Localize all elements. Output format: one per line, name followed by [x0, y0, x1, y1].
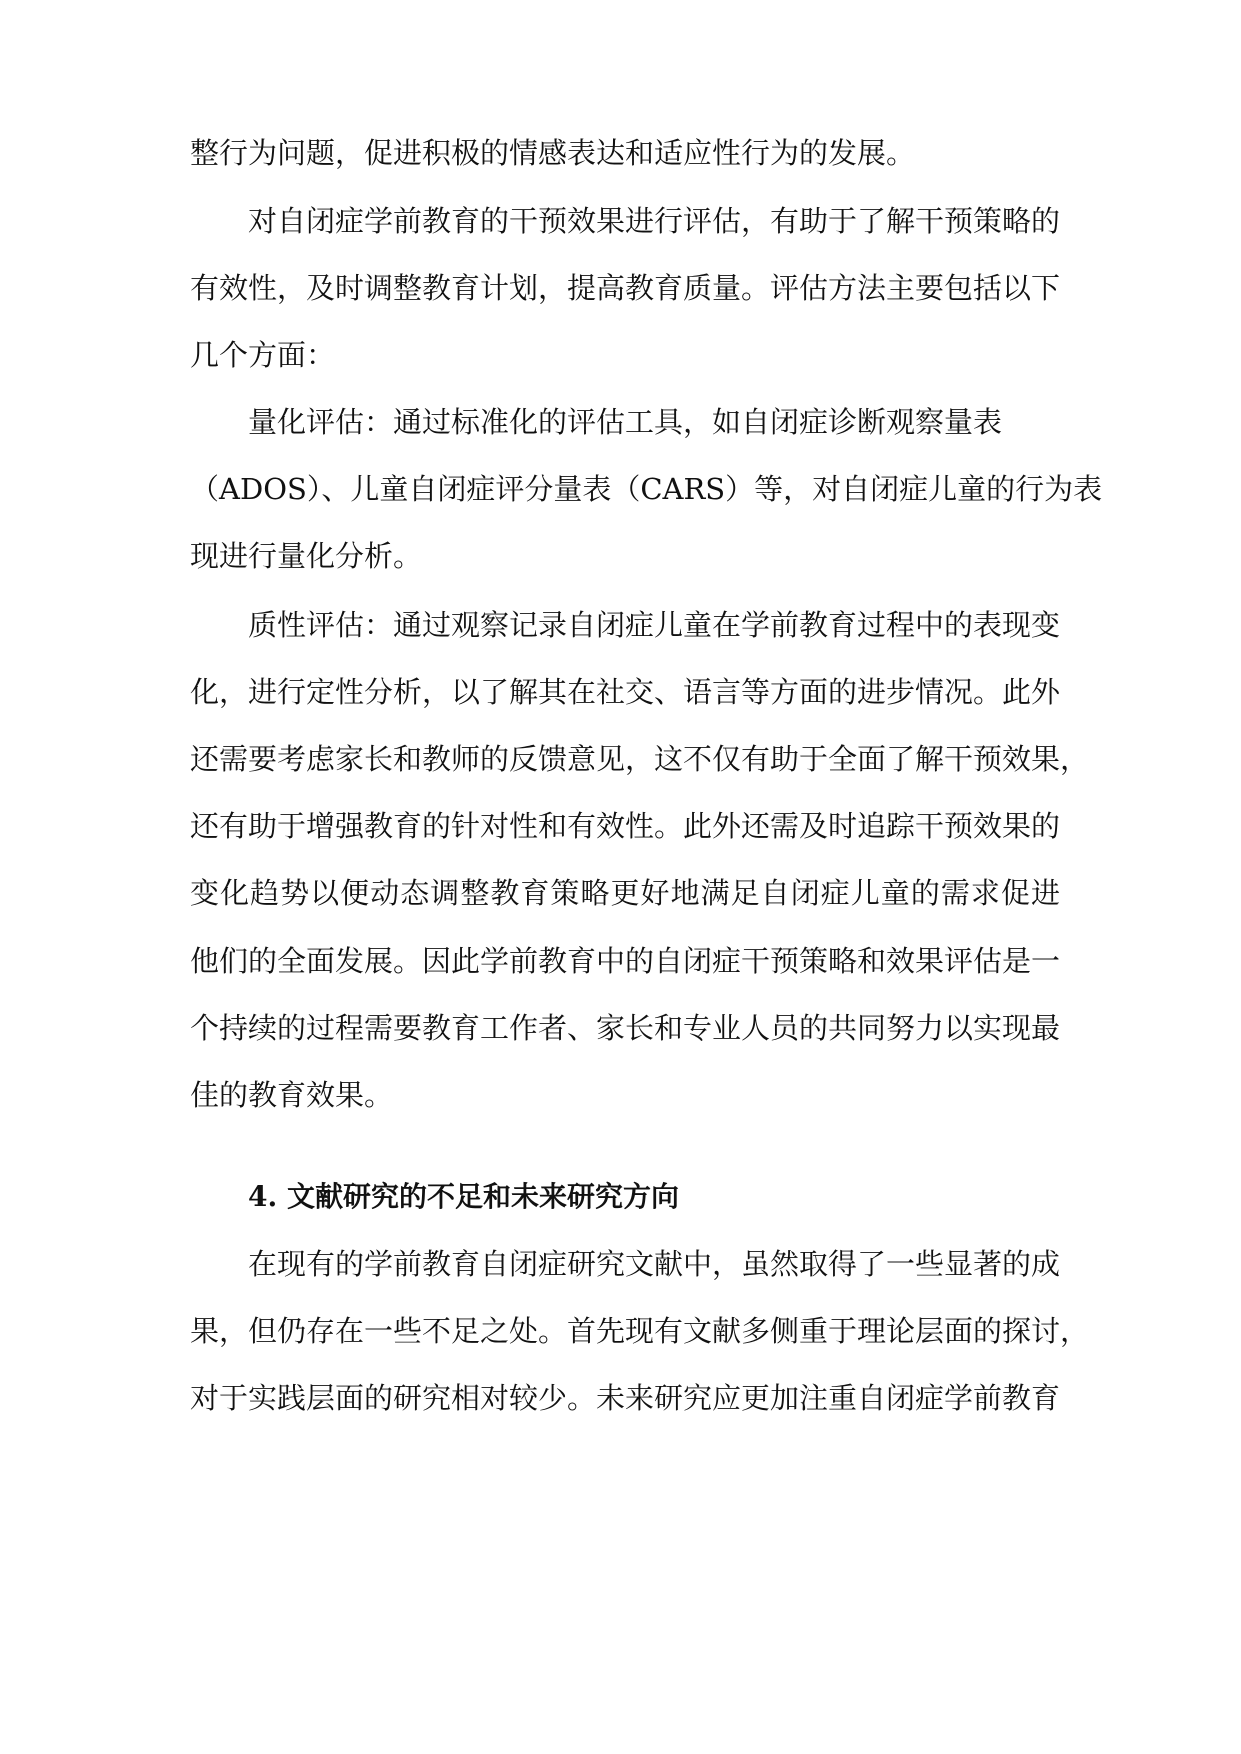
paragraph-line: 现进行量化分析。 [190, 539, 423, 573]
section-heading: 4. 文献研究的不足和未来研究方向 [248, 1180, 679, 1213]
paragraph-line: 个持续的过程需要教育工作者、家长和专业人员的共同努力以实现最 [190, 1011, 1061, 1045]
paragraph-line: 质性评估：通过观察记录自闭症儿童在学前教育过程中的表现变 [248, 608, 1061, 642]
paragraph-line: 还需要考虑家长和教师的反馈意见，这不仅有助于全面了解干预效果， [190, 742, 1090, 776]
paragraph-line: 几个方面： [190, 338, 336, 372]
paragraph-line: 还有助于增强教育的针对性和有效性。此外还需及时追踪干预效果的 [190, 809, 1061, 843]
paragraph-line: 整行为问题，促进积极的情感表达和适应性行为的发展。 [190, 136, 916, 170]
document-page [190, 0, 1103, 1754]
paragraph-line: 对自闭症学前教育的干预效果进行评估，有助于了解干预策略的 [248, 204, 1061, 238]
paragraph-line: 佳的教育效果。 [190, 1078, 394, 1112]
paragraph-line: 果，但仍存在一些不足之处。首先现有文献多侧重于理论层面的探讨， [190, 1314, 1090, 1348]
paragraph-line: 对于实践层面的研究相对较少。未来研究应更加注重自闭症学前教育 [190, 1381, 1061, 1415]
paragraph-line: 在现有的学前教育自闭症研究文献中，虽然取得了一些显著的成 [248, 1247, 1061, 1281]
paragraph-line: 有效性，及时调整教育计划，提高教育质量。评估方法主要包括以下 [190, 271, 1061, 305]
paragraph-line: 化，进行定性分析，以了解其在社交、语言等方面的进步情况。此外 [190, 675, 1061, 709]
paragraph-line: （ADOS）、儿童自闭症评分量表（CARS）等，对自闭症儿童的行为表 [190, 472, 1103, 506]
paragraph-line: 量化评估：通过标准化的评估工具，如自闭症诊断观察量表 [248, 405, 1003, 439]
paragraph-line: 他们的全面发展。因此学前教育中的自闭症干预策略和效果评估是一 [190, 944, 1061, 978]
paragraph-line: 变化趋势以便动态调整教育策略更好地满足自闭症儿童的需求促进 [190, 876, 1060, 910]
